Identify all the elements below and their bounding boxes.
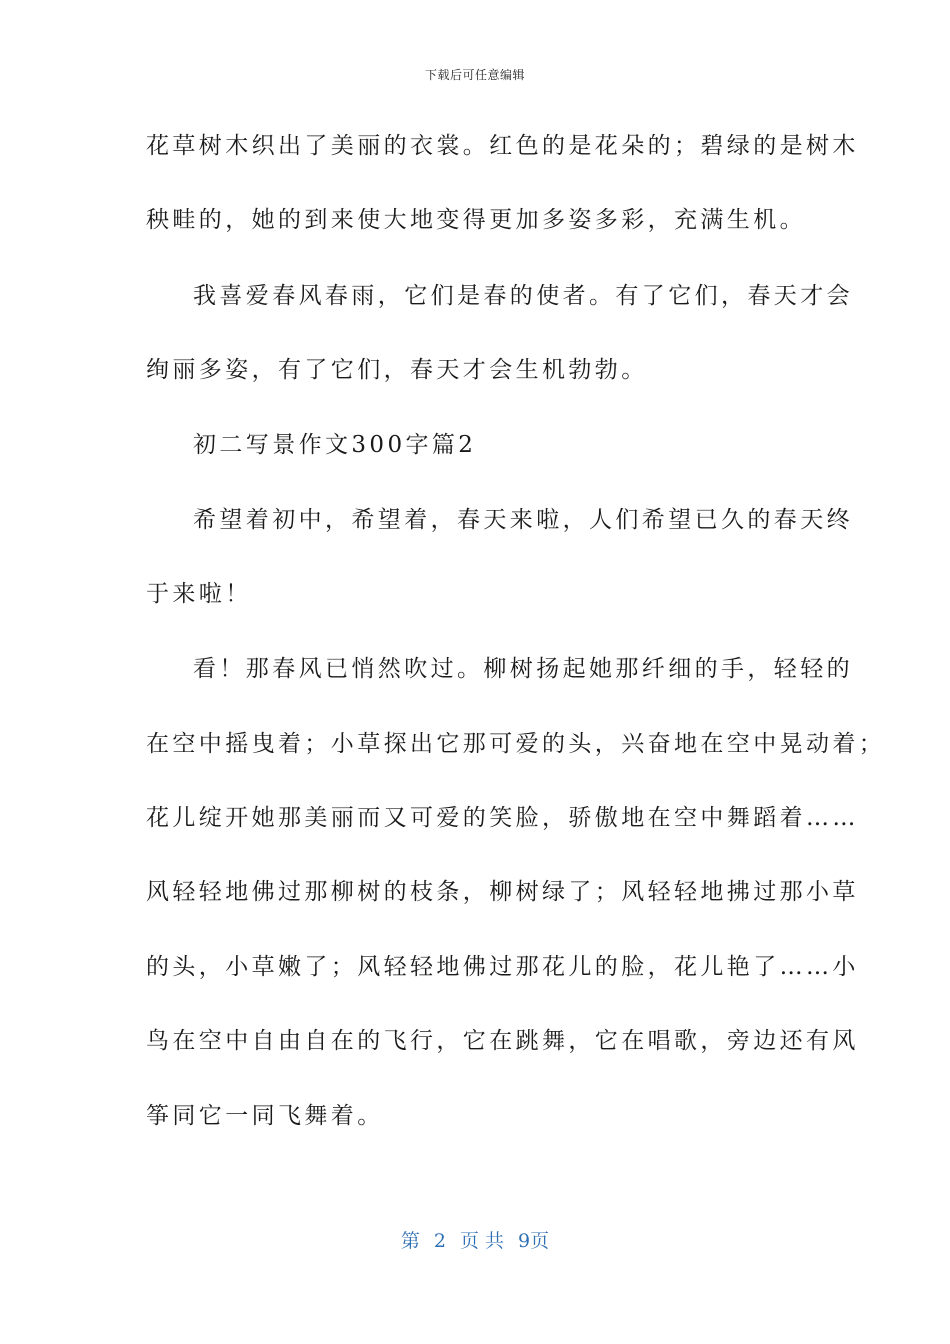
body-line-2: 秧畦的，她的到来使大地变得更加多姿多彩，充满生机。 (146, 207, 806, 233)
body-line-3: 我喜爱春风春雨，它们是春的使者。有了它们，春天才会 (193, 283, 853, 309)
footer-total-pages: 9页 (518, 1230, 550, 1252)
footer-current-page: 2 (433, 1230, 446, 1252)
body-line-13: 鸟在空中自由自在的飞行，它在跳舞，它在唱歌，旁边还有风 (146, 1028, 859, 1054)
footer-prefix: 第 (400, 1230, 420, 1252)
body-line-9: 在空中摇曳着；小草探出它那可爱的头，兴奋地在空中晃动着； (146, 731, 886, 757)
body-line-1: 花草树木织出了美丽的衣裳。红色的是花朵的；碧绿的是树木 (146, 133, 859, 159)
page-header: 下载后可任意编辑 (424, 68, 525, 82)
body-line-12: 的头，小草嫩了；风轻轻地佛过那花儿的脸，花儿艳了……小 (146, 954, 859, 980)
body-line-10: 花儿绽开她那美丽而又可爱的笑脸，骄傲地在空中舞蹈着…… (146, 805, 859, 831)
footer-middle: 页 共 (459, 1230, 505, 1252)
page-footer (0, 1226, 950, 1253)
body-line-6: 希望着初中，希望着，春天来啦，人们希望已久的春天终 (193, 507, 853, 533)
body-line-4: 绚丽多姿，有了它们，春天才会生机勃勃。 (146, 357, 648, 383)
body-line-11: 风轻轻地佛过那柳树的枝条，柳树绿了；风轻轻地拂过那小草 (146, 879, 859, 905)
body-line-8: 看！那春风已悄然吹过。柳树扬起她那纤细的手，轻轻的 (193, 656, 853, 682)
section-heading: 初二写景作文300字篇2 (193, 432, 477, 458)
body-line-7: 于来啦！ (146, 581, 252, 607)
body-line-14: 筝同它一同飞舞着。 (146, 1103, 384, 1129)
